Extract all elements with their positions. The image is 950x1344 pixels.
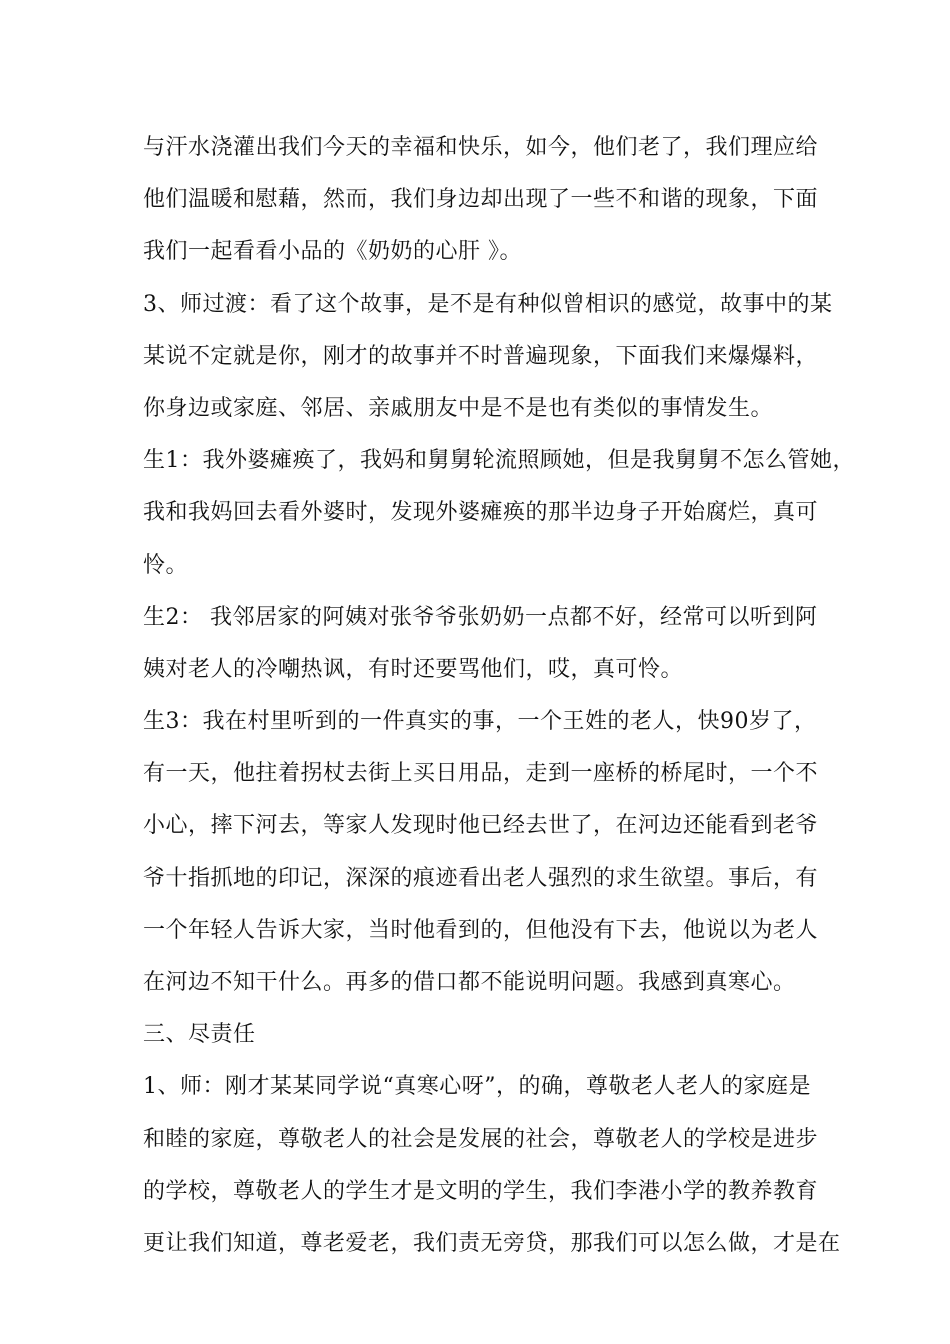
text-line: 你身边或家庭、邻居、亲戚朋友中是不是也有类似的事情发生。	[143, 395, 774, 421]
text-line: 在河边不知干什么。再多的借口都不能说明问题。我感到真寒心。	[143, 970, 796, 995]
text-line: 某说不定就是你，刚才的故事并不时普遍现象，下面我们来爆爆料，	[143, 343, 819, 369]
text-line: 我和我妈回去看外婆时，发现外婆瘫痪的那半边身子开始腐烂，真可	[143, 500, 819, 526]
section-heading: 三、尽责任	[143, 1022, 256, 1048]
text-line: 生1：我外婆瘫痪了，我妈和舅舅轮流照顾她，但是我舅舅不怎么管她，	[143, 448, 855, 474]
text-line: 生2： 我邻居家的阿姨对张爷爷张奶奶一点都不好，经常可以听到阿	[143, 604, 818, 630]
text-line: 与汗水浇灌出我们今天的幸福和快乐，如今，他们老了，我们理应给	[143, 135, 819, 160]
text-line: 和睦的家庭，尊敬老人的社会是发展的社会，尊敬老人的学校是进步	[143, 1126, 819, 1152]
text-line: 姨对老人的冷嘲热讽，有时还要骂他们，哎，真可怜。	[143, 656, 684, 682]
text-line: 1、师：刚才某某同学说“真寒心呀”，的确，尊敬老人老人的家庭是	[143, 1074, 811, 1100]
text-line: 爷十指抓地的印记，深深的痕迹看出老人强烈的求生欲望。事后，有	[143, 865, 819, 891]
text-line: 生3：我在村里听到的一件真实的事，一个王姓的老人，快90岁了，	[143, 709, 817, 735]
text-line: 3、师过渡：看了这个故事，是不是有种似曾相识的感觉，故事中的某	[143, 291, 833, 317]
text-line: 一个年轻人告诉大家，当时他看到的，但他没有下去，他说以为老人	[143, 917, 819, 943]
text-line: 有一天，他拄着拐杖去街上买日用品，走到一座桥的桥尾时，一个不	[143, 761, 819, 787]
text-line: 的学校，尊敬老人的学生才是文明的学生，我们李港小学的教养教育	[143, 1178, 819, 1204]
text-line: 他们温暖和慰藉，然而，我们身边却出现了一些不和谐的现象，下面	[143, 187, 819, 213]
text-line: 我们一起看看小品的《奶奶的心肝 》。	[143, 239, 522, 265]
text-line: 小心，摔下河去，等家人发现时他已经去世了，在河边还能看到老爷	[143, 813, 819, 839]
text-line: 怜。	[143, 552, 189, 578]
text-line: 更让我们知道，尊老爱老，我们责无旁贷，那我们可以怎么做，才是在	[143, 1230, 841, 1256]
